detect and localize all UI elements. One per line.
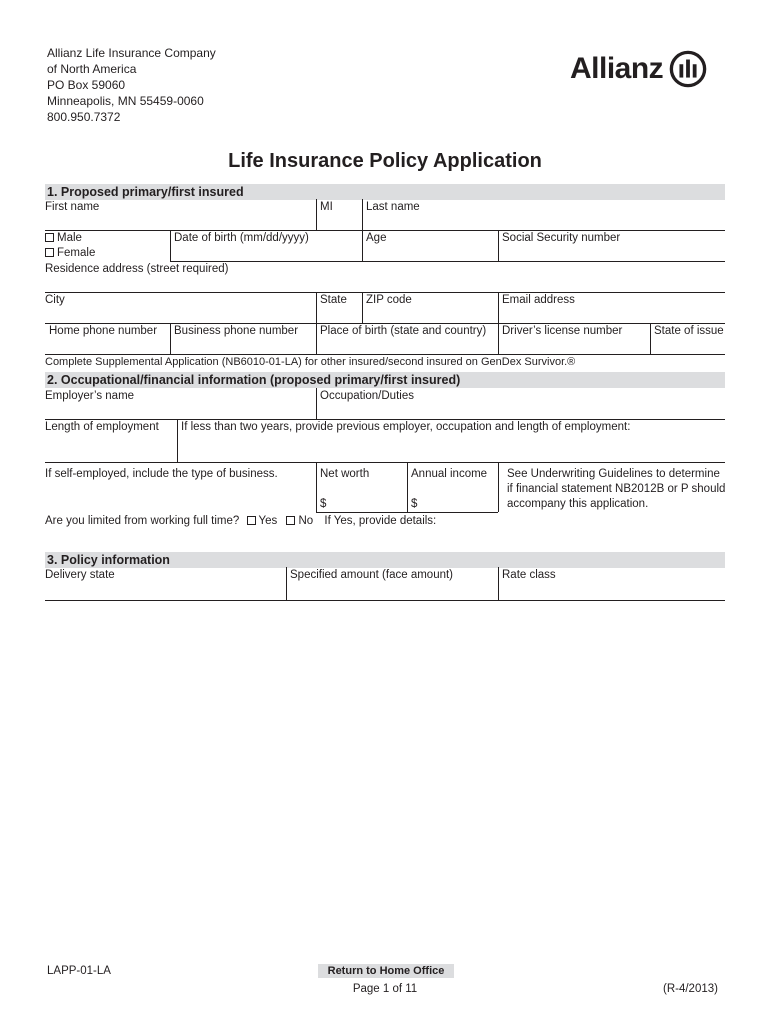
annual-income-label: Annual income — [411, 468, 488, 480]
divider — [362, 199, 363, 230]
no-checkbox[interactable] — [286, 516, 295, 525]
allianz-eagle-icon — [669, 50, 707, 88]
dob-label: Date of birth (mm/dd/yyyy) — [174, 232, 309, 244]
divider — [407, 462, 408, 512]
company-name-line2: of North America — [47, 62, 137, 76]
page-title: Life Insurance Policy Application — [228, 150, 542, 172]
occupation-label: Occupation/Duties — [320, 390, 414, 402]
rate-class-label: Rate class — [502, 569, 556, 581]
divider — [316, 292, 317, 323]
if-yes-label: If Yes, provide details: — [324, 515, 437, 527]
allianz-logo — [570, 48, 707, 90]
employer-label: Employer’s name — [45, 390, 135, 402]
supplemental-note: Complete Supplemental Application (NB6010-01-LA) for other insured/second insured on GenDex Survivor.® — [45, 356, 576, 368]
annual-income-dollar: $ — [411, 498, 418, 510]
divider — [498, 462, 499, 512]
divider — [316, 388, 317, 419]
length-of-employment-field[interactable] — [45, 462, 725, 463]
divider — [170, 230, 171, 261]
yes-checkbox[interactable] — [247, 516, 256, 525]
divider — [316, 462, 317, 512]
city-state-zip: Minneapolis, MN 55459-0060 — [47, 94, 204, 108]
delivery-state-label: Delivery state — [45, 569, 115, 581]
net-worth-label: Net worth — [320, 468, 370, 480]
divider — [650, 323, 651, 354]
length-of-employment-label: Length of employment — [45, 421, 159, 433]
email-label: Email address — [502, 294, 575, 306]
page-number: Page 1 of 11 — [352, 983, 418, 995]
divider — [498, 567, 499, 600]
underwriting-note: See Underwriting Guidelines to determine if financial statement NB2012B or P should accompany this application. — [507, 468, 726, 510]
business-phone-label: Business phone number — [174, 325, 299, 337]
city-label: City — [45, 294, 65, 306]
specified-amount-label: Specified amount (face amount) — [290, 569, 454, 581]
female-option[interactable]: Female — [45, 246, 95, 261]
ssn-label: Social Security number — [502, 232, 621, 244]
divider — [316, 199, 317, 230]
male-checkbox[interactable] — [45, 233, 54, 242]
divider — [177, 419, 178, 462]
return-to-home-office: Return to Home Office — [318, 964, 454, 978]
yes-option[interactable]: Yes — [247, 515, 278, 527]
phone-number: 800.950.7372 — [47, 110, 121, 124]
divider — [362, 292, 363, 323]
residence-label: Residence address (street required) — [45, 263, 229, 275]
section-1-heading: 1. Proposed primary/first insured — [45, 184, 725, 200]
first-name-label: First name — [45, 201, 100, 213]
zip-label: ZIP code — [366, 294, 412, 306]
female-checkbox[interactable] — [45, 248, 54, 257]
drivers-license-label: Driver’s license number — [502, 325, 623, 337]
form-id: LAPP-01-LA — [47, 965, 111, 977]
divider — [498, 292, 499, 323]
logo-text: Allianz — [570, 52, 664, 85]
state-label: State — [320, 294, 347, 306]
no-option[interactable]: No — [286, 515, 313, 527]
dob-field[interactable] — [170, 261, 725, 262]
state-of-issue-label: State of issue — [654, 325, 724, 337]
company-address — [47, 45, 216, 125]
section-3-heading: 3. Policy information — [45, 552, 725, 568]
section-2-heading: 2. Occupational/financial information (proposed primary/first insured) — [45, 372, 725, 388]
last-name-label: Last name — [366, 201, 420, 213]
self-employed-label: If self-employed, include the type of business. — [45, 468, 278, 480]
net-worth-field[interactable] — [316, 512, 498, 513]
delivery-state-field[interactable] — [45, 600, 725, 601]
age-label: Age — [366, 232, 387, 244]
revision-date: (R-4/2013) — [663, 983, 718, 995]
divider — [170, 323, 171, 354]
divider — [362, 230, 363, 261]
male-option[interactable]: Male — [45, 231, 82, 246]
mi-label: MI — [320, 201, 333, 213]
divider — [286, 567, 287, 600]
divider — [498, 230, 499, 261]
divider — [316, 323, 317, 354]
limited-work-question: Are you limited from working full time? Yes No If Yes, provide details: — [45, 515, 437, 527]
net-worth-dollar: $ — [320, 498, 327, 510]
home-phone-label: Home phone number — [49, 325, 158, 337]
po-box: PO Box 59060 — [47, 78, 126, 92]
place-of-birth-label: Place of birth (state and country) — [320, 325, 487, 337]
previous-employer-label: If less than two years, provide previous employer, occupation and length of employment: — [181, 421, 631, 433]
company-name: Allianz Life Insurance Company — [47, 46, 216, 60]
divider — [498, 323, 499, 354]
